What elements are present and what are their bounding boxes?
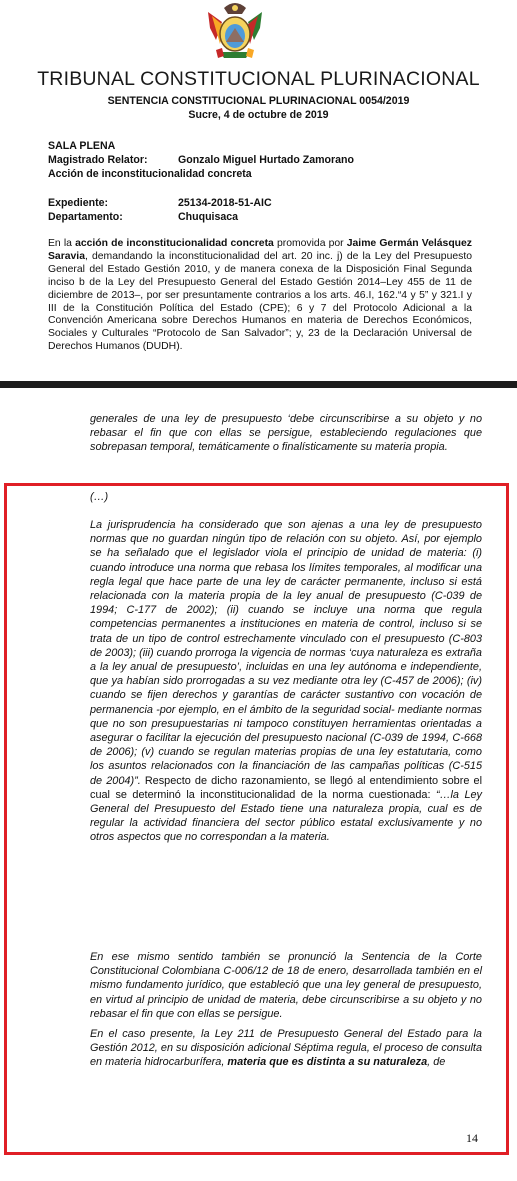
institution-name: TRIBUNAL CONSTITUCIONAL PLURINACIONAL: [37, 68, 480, 90]
ruling-title: SENTENCIA CONSTITUCIONAL PLURINACIONAL 0054/2019: [107, 95, 410, 107]
bolivia-coat-of-arms-icon: [202, 0, 268, 66]
expediente-line: [48, 197, 272, 209]
departamento-line: [48, 211, 238, 223]
chamber-label: SALA PLENA: [48, 140, 116, 152]
intro-paragraph: En la acción de inconstitucionalidad concreta promovida por Jaime Germán Velásquez Saravia, demandando la inconstitucionalidad del art. 20 inc. j) de la Ley del Presupuesto General del Estado Gestión 2010, y de manera conexa de la Disposición Final Segunda inciso b de la Ley del Presupuesto General del Estado Gestión 2014–Ley 455 de 11 de diciembre de 2013–, por ser presuntamente contrarios a los arts. 46.I, 162.“4 y 5” y 321.I y III de la Constitución Política del Estado (CPE); 6 y 7 del Protocolo Adicional a la Convención Americana sobre Derechos Humanos en materia de Derechos Económicos, Sociales y Culturales “Protocolo de San Salvador”; y, 23 de la Declaración Universal de Derechos Humanos (DUDH).: [48, 238, 472, 353]
body-fragment-top: generales de una ley de presupuesto ‘debe circunscribirse a su objeto y no rebasar el fin que con ellas se persigue, estableciendo regulaciones que sobrepasan temporal, temáticamente o finalísticamente su materia propia.: [90, 413, 482, 454]
ellipsis-line: (…): [90, 491, 109, 503]
document-header: [0, 0, 517, 382]
relator-line: [48, 154, 354, 166]
section-divider: [0, 381, 517, 388]
jurisprudence-paragraph: La jurisprudencia ha considerado que son ajenas a una ley de presupuesto normas que no guardan ningún tipo de relación con su objeto. Así, por ejemplo se ha señalado que el legislador viola el principio de unidad de materia: (i) cuando introduce una norma que rebasa los límites temporales, al modificar una regla legal que hace parte de una ley de carácter permanente, incluso si está relacionada con la materia propia de la ley anual de presupuesto (C-039 de 1994; C-177 de 2002); (ii) cuando se incluye una norma que regula competencias permanentes a instituciones en materia de control, incluso si se trata de un tipo de control estrechamente vinculado con el presupuesto (C-803 de 2003); (iii) cuando prorroga la vigencia de normas ‘cuya naturaleza es extraña a la ley anual de presupuesto’, incluidas en una ley autónoma e independiente, que ya habían sido prorrogadas a su vez mediante otra ley (C-457 de 2006); (iv) cuando se fijen derechos y garantías de carácter sustantivo con vocación de permanencia -por ejemplo, en el ámbito de la seguridad social- mediante normas que no son presupuestarias ni tampoco constituyen herramientas orientadas a asegurar o facilitar la ejecución del presupuesto nacional (C-039 de 1994, C-668 de 2006); (v) cuando se regulan materias propias de una ley estatutaria, como los asuntos relacionados con la financiación de las campañas políticas (C-515 de 2004)”. Respecto de dicho razonamiento, se llegó al entendimiento sobre el cual se determinó la inconstitucionalidad de la norma cuestionada: “…la Ley General del Presupuesto del Estado tiene una naturaleza propia, cual es de regular la actividad financiera del sector público estatal exclusivamente y no otros aspectos que no correspondan a la materia.: [90, 519, 482, 844]
departamento-label: Departamento:: [48, 211, 123, 223]
relator-label: Magistrado Relator:: [48, 154, 148, 166]
relator-value: Gonzalo Miguel Hurtado Zamorano: [178, 154, 354, 166]
expediente-label: Expediente:: [48, 197, 109, 209]
action-type: Acción de inconstitucionalidad concreta: [48, 168, 252, 180]
colombia-ruling-paragraph: En ese mismo sentido también se pronunció la Sentencia de la Corte Constitucional Colombiana C-006/12 de 18 de enero, desarrollada también en el mismo fundamento jurídico, que estableció que una ley general de presupuesto, en virtud al principio de unidad de materia, debe circunscribirse a su objeto y no rebasar el fin que con ellas se persigue.: [90, 951, 482, 1020]
case-paragraph: En el caso presente, la Ley 211 de Presupuesto General del Estado para la Gestión 2012, en su disposición adicional Séptima regula, el proceso de consulta en materia hidrocarburífera, materia que es distinta a su naturaleza, de: [90, 1028, 482, 1069]
departamento-value: Chuquisaca: [178, 211, 239, 223]
page-gap: [0, 388, 517, 402]
page-number: 14: [466, 1131, 478, 1145]
ruling-place-date: Sucre, 4 de octubre de 2019: [188, 109, 329, 121]
expediente-value: 25134-2018-51-AIC: [178, 197, 272, 209]
